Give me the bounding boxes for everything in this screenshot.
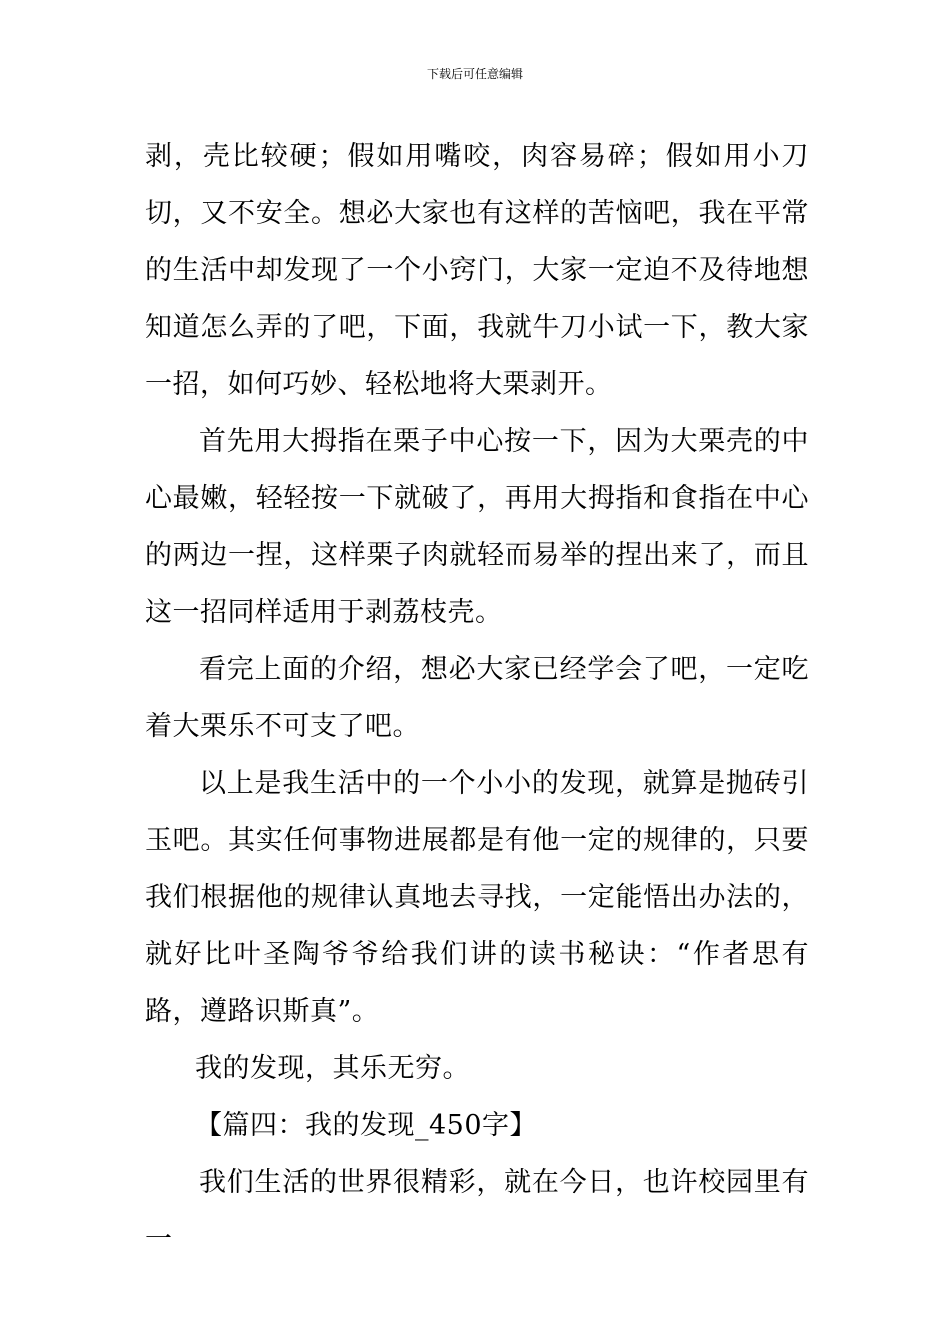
paragraph-reflection: 以上是我生活中的一个小小的发现，就算是抛砖引玉吧。其实任何事物进展都是有他一定的规律的，只要我们根据他的规律认真地去寻找，一定能悟出办法的，就好比叶圣陶爷爷给我们讲的读书秘诀：“作者思有路，遵路识斯真”。: [145, 768, 809, 1027]
paragraph-next-essay: 我们生活的世界很精彩，就在今日，也许校园里有一: [145, 1167, 809, 1255]
page-header: 下载后可任意编辑: [426, 67, 523, 81]
paragraph-conclusion: 我的发现，其乐无穷。: [195, 1053, 470, 1084]
paragraph-method: 首先用大拇指在栗子中心按一下，因为大栗壳的中心最嫩，轻轻按一下就破了，再用大拇指和食指在中心的两边一捏，这样栗子肉就轻而易举的捏出来了，而且这一招同样适用于剥荔枝壳。: [145, 426, 809, 628]
section-heading: 【篇四：我的发现_450字】: [195, 1110, 538, 1141]
paragraph-continuation: 剥，壳比较硬；假如用嘴咬，肉容易碎；假如用小刀切，又不安全。想必大家也有这样的苦恼吧，我在平常的生活中却发现了一个小窍门，大家一定迫不及待地想知道怎么弄的了吧，下面，我就牛刀小试一下，教大家一招，如何巧妙、轻松地将大栗剥开。: [145, 141, 809, 400]
article-body: [145, 128, 809, 1268]
paragraph-summary: 看完上面的介绍，想必大家已经学会了吧，一定吃着大栗乐不可支了吧。: [145, 654, 809, 742]
